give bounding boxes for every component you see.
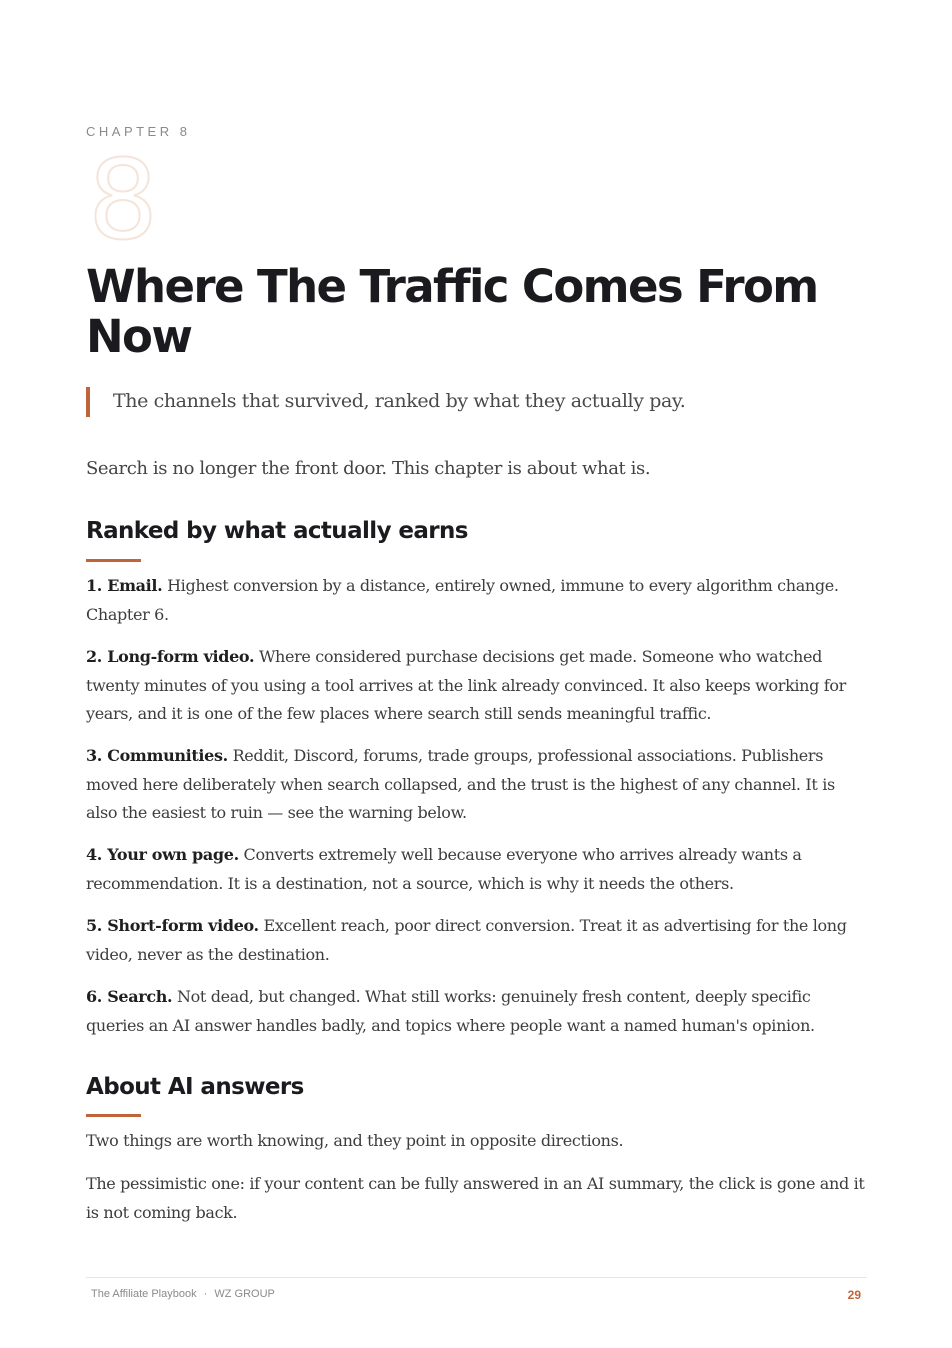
ranked-item-lead: 1. Email. (86, 576, 163, 595)
ranked-item-lead: 3. Communities. (86, 746, 228, 765)
footer-separator: · (203, 1288, 208, 1300)
chapter-subtitle: The channels that survived, ranked by what they actually pay. (86, 387, 685, 417)
footer-book-title: The Affiliate Playbook (91, 1288, 197, 1300)
section-rule (86, 559, 141, 562)
ranked-item-short-form-video (86, 912, 867, 969)
ranked-item-text: Converts extremely well because everyone who arrives already wants a recommendation. It is a destination, not a source, which is why it needs the others. (86, 845, 802, 893)
footer-publisher: WZ GROUP (214, 1288, 275, 1300)
ranked-item-lead: 4. Your own page. (86, 845, 239, 864)
ranked-item-lead: 2. Long-form video. (86, 647, 255, 666)
page-number: 29 (847, 1288, 861, 1302)
ai-paragraph: The pessimistic one: if your content can be fully answered in an AI summary, the click is gone and it is not coming back. (86, 1174, 865, 1222)
document-page (86, 0, 867, 1348)
footer-divider (86, 1277, 867, 1278)
ranked-item-text: Highest conversion by a distance, entirely owned, immune to every algorithm change. Chapter 6. (86, 576, 839, 624)
section-rule (86, 1114, 141, 1117)
ranked-item-own-page (86, 841, 867, 898)
section-heading-ai: About AI answers (86, 1074, 304, 1100)
ranked-item-communities (86, 742, 867, 828)
chapter-number: 8 (88, 136, 158, 264)
chapter-intro: Search is no longer the front door. This chapter is about what is. (86, 458, 651, 479)
ranked-item-text: Not dead, but changed. What still works: genuinely fresh content, deeply specific queries an AI answer handles badly, and topics where people want a named human's opinion. (86, 987, 815, 1035)
ai-paragraph: Two things are worth knowing, and they point in opposite directions. (86, 1131, 624, 1150)
footer-book-info (91, 1288, 275, 1300)
ranked-item-email (86, 572, 867, 629)
chapter-eyebrow: CHAPTER 8 (86, 124, 191, 139)
ranked-item-text: Excellent reach, poor direct conversion. Treat it as advertising for the long video, never as the destination. (86, 916, 847, 964)
ranked-item-long-form-video (86, 643, 867, 729)
ranked-item-text: Where considered purchase decisions get made. Someone who watched twenty minutes of you using a tool arrives at the link already convinced. It also keeps working for years, and it is one of the few places where search still sends meaningful traffic. (86, 647, 846, 723)
ranked-item-lead: 5. Short-form video. (86, 916, 259, 935)
section-heading-ranked: Ranked by what actually earns (86, 518, 468, 544)
ranked-item-lead: 6. Search. (86, 987, 173, 1006)
ranked-item-search (86, 983, 867, 1040)
ranked-item-text: Reddit, Discord, forums, trade groups, professional associations. Publishers moved here deliberately when search collapsed, and the trust is the highest of any channel. It is also the easiest to ruin — see the warning below. (86, 746, 835, 822)
chapter-title: Where The Traffic Comes From Now (86, 260, 818, 363)
